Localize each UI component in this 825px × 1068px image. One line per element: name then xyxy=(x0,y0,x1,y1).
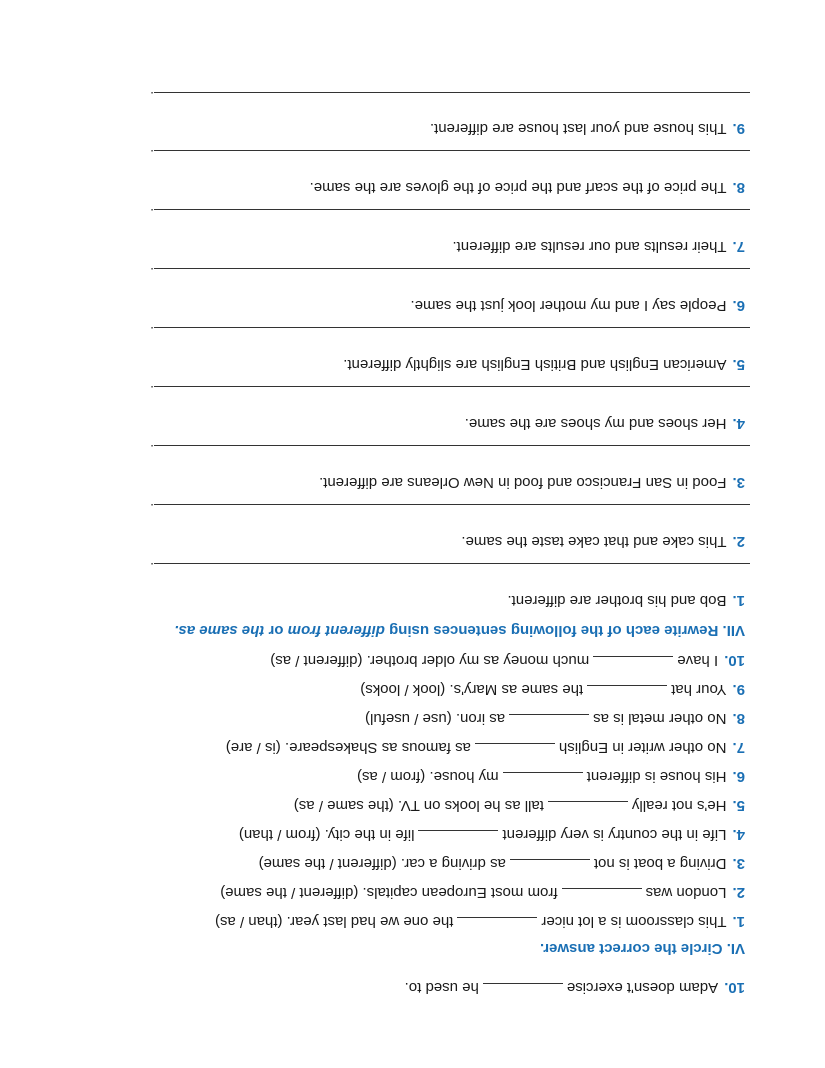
answer-blank[interactable] xyxy=(548,801,628,814)
item-number: 3. xyxy=(732,855,745,872)
item-text-after: as iron. (use / useful) xyxy=(365,710,506,727)
answer-line[interactable] xyxy=(154,268,750,269)
rewrite-item xyxy=(461,532,745,550)
item-text: People say I and my mother look just the same. xyxy=(410,297,727,314)
item-text-after: my house. (from / as) xyxy=(356,768,499,785)
rewrite-item xyxy=(410,296,745,314)
item-number: 7. xyxy=(732,238,745,255)
heading-text: VII. Rewrite each of the following sentences using xyxy=(389,622,745,639)
item-text-after: tall as he looks on TV. (the same / as) xyxy=(293,797,544,814)
item-text: Her shoes and my shoes are the same. xyxy=(464,415,727,432)
exercise-item xyxy=(360,680,745,698)
item-text-after: the same as Mary's. (look / looks) xyxy=(360,681,584,698)
item-text-before: This classroom is a lot nicer xyxy=(541,913,727,930)
item-number: 10. xyxy=(724,979,745,996)
item-text-before: No other metal is as xyxy=(593,710,727,727)
section-heading-vii xyxy=(174,621,745,639)
answer-line[interactable] xyxy=(154,209,750,210)
item-number: 9. xyxy=(732,681,745,698)
item-number: 9. xyxy=(732,120,745,137)
exercise-item xyxy=(357,767,745,785)
heading-emphasis: different from xyxy=(287,622,385,639)
item-text-before: I have xyxy=(677,652,719,669)
item-number: 10. xyxy=(724,652,745,669)
answer-line[interactable] xyxy=(154,563,750,564)
item-text-before: Adam doesn't exercise xyxy=(566,979,719,996)
heading-emphasis: the same as. xyxy=(174,622,265,639)
answer-blank[interactable] xyxy=(510,859,590,872)
answer-blank[interactable] xyxy=(503,772,583,785)
item-number: 1. xyxy=(732,592,745,609)
exercise-item xyxy=(220,883,745,901)
answer-blank[interactable] xyxy=(562,888,642,901)
item-text-after: much money as my older brother. (different / as) xyxy=(270,652,590,669)
item-number: 2. xyxy=(732,884,745,901)
item-number: 2. xyxy=(732,533,745,550)
rewrite-item xyxy=(310,178,745,196)
item-text-before: Your hat xyxy=(671,681,727,698)
item-text-before: Life in the country is very different xyxy=(502,826,727,843)
item-number: 3. xyxy=(732,474,745,491)
rewrite-item xyxy=(430,119,745,137)
item-text-after: the one we had last year. (than / as) xyxy=(214,913,454,930)
item-number: 8. xyxy=(732,179,745,196)
answer-line[interactable] xyxy=(154,504,750,505)
item-number: 4. xyxy=(732,826,745,843)
answer-line[interactable] xyxy=(154,445,750,446)
exercise-item xyxy=(226,738,745,756)
answer-line[interactable] xyxy=(154,386,750,387)
exercise-item xyxy=(239,825,745,843)
item-number: 7. xyxy=(732,739,745,756)
answer-line[interactable] xyxy=(154,150,750,151)
answer-line[interactable] xyxy=(154,327,750,328)
exercise-item xyxy=(294,796,745,814)
item-number: 5. xyxy=(732,797,745,814)
item-text-before: His house is different xyxy=(586,768,727,785)
item-text: American English and British English are slightly different. xyxy=(343,356,727,373)
item-number: 6. xyxy=(732,297,745,314)
item-text-after: life in the city. (from / than) xyxy=(238,826,415,843)
answer-blank[interactable] xyxy=(593,656,673,669)
item-number: 8. xyxy=(732,710,745,727)
rewrite-item xyxy=(319,473,745,491)
item-text-after: as driving a car. (different / the same) xyxy=(258,855,506,872)
item-text-before: London was xyxy=(645,884,727,901)
answer-line[interactable] xyxy=(154,92,750,93)
exercise-item xyxy=(215,912,745,930)
item-text-after: from most European capitals. (different / the same) xyxy=(220,884,558,901)
answer-blank[interactable] xyxy=(483,983,563,996)
item-text-before: Driving a boat is not xyxy=(593,855,727,872)
item-text: This house and your last house are different. xyxy=(429,120,727,137)
rewrite-item xyxy=(343,355,745,373)
answer-blank[interactable] xyxy=(475,743,555,756)
heading-text: or xyxy=(268,622,284,639)
answer-blank[interactable] xyxy=(587,685,667,698)
item-text-after: he used to. xyxy=(404,979,479,996)
rewrite-item xyxy=(465,414,745,432)
rewrite-item xyxy=(452,237,745,255)
item-text-after: as famous as Shakespeare. (is / are) xyxy=(225,739,471,756)
answer-blank[interactable] xyxy=(457,917,537,930)
item-text-before: He's not really xyxy=(631,797,727,814)
item-text: Bob and his brother are different. xyxy=(507,592,727,609)
item-text: This cake and that cake taste the same. xyxy=(461,533,727,550)
item-text: Their results and our results are different. xyxy=(452,238,727,255)
answer-blank[interactable] xyxy=(509,714,589,727)
item-text: Food in San Francisco and food in New Orleans are different. xyxy=(319,474,727,491)
section-heading-vi: VI. Circle the correct answer. xyxy=(539,940,745,957)
item-number: 4. xyxy=(732,415,745,432)
exercise-item xyxy=(270,651,745,669)
item-text-before: No other writer in English xyxy=(558,739,727,756)
rewrite-item xyxy=(507,591,745,609)
item-number: 1. xyxy=(732,913,745,930)
exercise-item xyxy=(365,709,745,727)
exercise-item xyxy=(405,978,745,996)
item-text: The price of the scarf and the price of the gloves are the same. xyxy=(309,179,727,196)
item-number: 6. xyxy=(732,768,745,785)
item-number: 5. xyxy=(732,356,745,373)
answer-blank[interactable] xyxy=(418,830,498,843)
exercise-item xyxy=(259,854,745,872)
